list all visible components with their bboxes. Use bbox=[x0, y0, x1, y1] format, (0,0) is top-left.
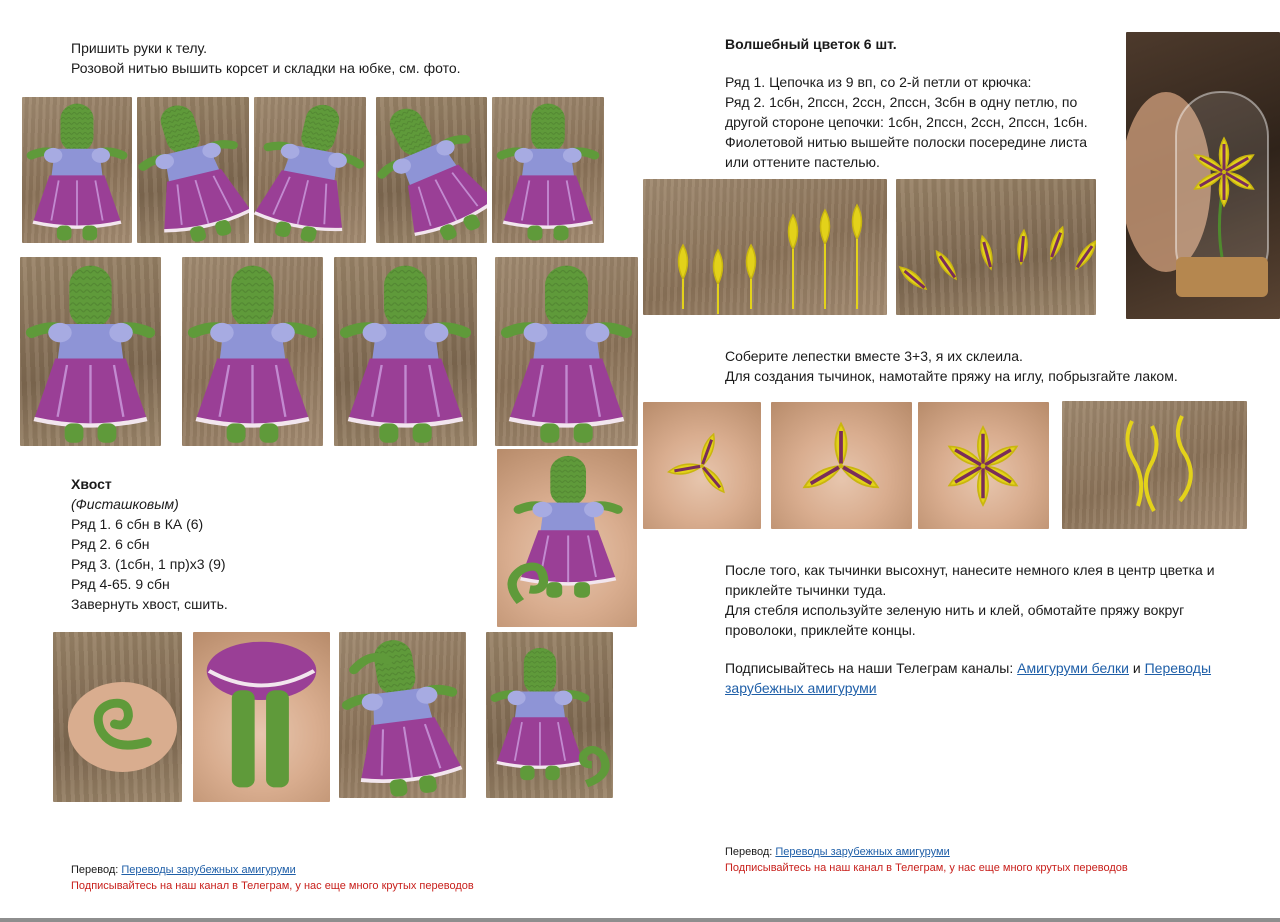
finish-line: После того, как тычинки высохнут, нанесите немного клея в центр цветка и bbox=[725, 562, 1215, 578]
left-footer bbox=[71, 862, 474, 894]
right-footer bbox=[725, 844, 1128, 876]
flower-line: Ряд 1. Цепочка из 9 вп, со 2-й петли от крючка: bbox=[725, 74, 1032, 90]
tail-section bbox=[71, 474, 228, 614]
photo-flower-in-dome bbox=[1126, 32, 1280, 319]
photo-doll-skirt-done bbox=[492, 97, 604, 243]
footer-note: Подписывайтесь на наш канал в Телеграм, у нас еще много крутых переводов bbox=[725, 862, 1128, 874]
tail-row: Завернуть хвост, сшить. bbox=[71, 596, 228, 612]
channel-link-translations[interactable]: Переводы bbox=[1144, 660, 1212, 676]
tail-row: Ряд 3. (1сбн, 1 пр)х3 (9) bbox=[71, 556, 226, 572]
finish-line: приклейте тычинки туда. bbox=[725, 582, 887, 598]
photo-doll-embroidery-skirt bbox=[137, 97, 249, 243]
subscribe-and: и bbox=[1128, 660, 1145, 676]
flower-instructions bbox=[725, 72, 1088, 172]
subscribe-label: Подписывайтесь на наши Телеграм каналы: bbox=[725, 660, 1018, 676]
subscribe-text bbox=[725, 658, 1211, 698]
flower-title: Волшебный цветок 6 шт. bbox=[725, 36, 897, 52]
channel-link-squirrels[interactable]: Амигуруми белки bbox=[1017, 660, 1129, 676]
intro-line: Пришить руки к телу. bbox=[71, 40, 208, 56]
photo-tail-curl bbox=[53, 632, 182, 802]
finish-line: Для стебля используйте зеленую нить и клей, обмотайте пряжу вокруг bbox=[725, 602, 1185, 618]
tail-row: Ряд 2. 6 сбн bbox=[71, 536, 150, 552]
tail-row: Ряд 1. 6 сбн в КА (6) bbox=[71, 516, 204, 532]
footer-translations-link[interactable]: Переводы зарубежных амигуруми bbox=[775, 846, 950, 858]
footer-note: Подписывайтесь на наш канал в Телеграм, у нас еще много крутых переводов bbox=[71, 880, 474, 892]
footer-label: Перевод: bbox=[725, 846, 776, 858]
photo-doll-with-tail bbox=[486, 632, 613, 798]
photo-doll-skirt-folds bbox=[376, 97, 487, 243]
photo-six-petal-flower bbox=[918, 402, 1049, 529]
right-footer-credit bbox=[725, 844, 1128, 860]
photo-doll-in-hand bbox=[497, 449, 637, 627]
left-footer-credit bbox=[71, 862, 474, 878]
photo-doll-back bbox=[193, 632, 330, 802]
photo-petals-with-veins bbox=[896, 179, 1096, 315]
channel-link-translations-cont[interactable]: зарубежных амигуруми bbox=[725, 680, 877, 696]
flower-line: Ряд 2. 1сбн, 2пссн, 2ссн, 2пссн, 3сбн в одну петлю, по bbox=[725, 94, 1078, 110]
flower-line: или оттените пастелью. bbox=[725, 154, 880, 170]
assemble-text bbox=[725, 346, 1178, 386]
flower-line: другой стороне цепочки: 1сбн, 2пссн, 2ссн, 2пссн, 1сбн. bbox=[725, 114, 1088, 130]
photo-doll-corset-stitch bbox=[254, 97, 366, 243]
photo-doll-front-2 bbox=[182, 257, 323, 446]
assemble-line: Соберите лепестки вместе 3+3, я их склеила. bbox=[725, 348, 1023, 364]
tail-subtitle: (Фисташковым) bbox=[71, 496, 179, 512]
finish-text bbox=[725, 560, 1215, 640]
footer-translations-link[interactable]: Переводы зарубежных амигуруми bbox=[121, 864, 296, 876]
footer-label: Перевод: bbox=[71, 864, 122, 876]
flower-section bbox=[725, 34, 897, 54]
tail-title: Хвост bbox=[71, 476, 112, 492]
page-bottom-divider bbox=[0, 918, 1280, 922]
intro-line: Розовой нитью вышить корсет и складки на юбке, см. фото. bbox=[71, 60, 461, 76]
photo-doll-side bbox=[339, 632, 466, 798]
photo-doll-arm-sewing bbox=[22, 97, 132, 243]
tail-row: Ряд 4-65. 9 сбн bbox=[71, 576, 170, 592]
photo-stamens bbox=[1062, 401, 1247, 529]
photo-doll-front-4 bbox=[495, 257, 638, 446]
photo-three-petals bbox=[643, 402, 761, 529]
photo-doll-front-1 bbox=[20, 257, 161, 446]
photo-doll-front-3 bbox=[334, 257, 477, 446]
assemble-line: Для создания тычинок, намотайте пряжу на иглу, побрызгайте лаком. bbox=[725, 368, 1178, 384]
photo-yellow-petals bbox=[643, 179, 887, 315]
photo-three-petals-large bbox=[771, 402, 912, 529]
intro-text bbox=[71, 38, 461, 78]
flower-line: Фиолетовой нитью вышейте полоски посередине листа bbox=[725, 134, 1088, 150]
finish-line: проволоки, приклейте концы. bbox=[725, 622, 916, 638]
